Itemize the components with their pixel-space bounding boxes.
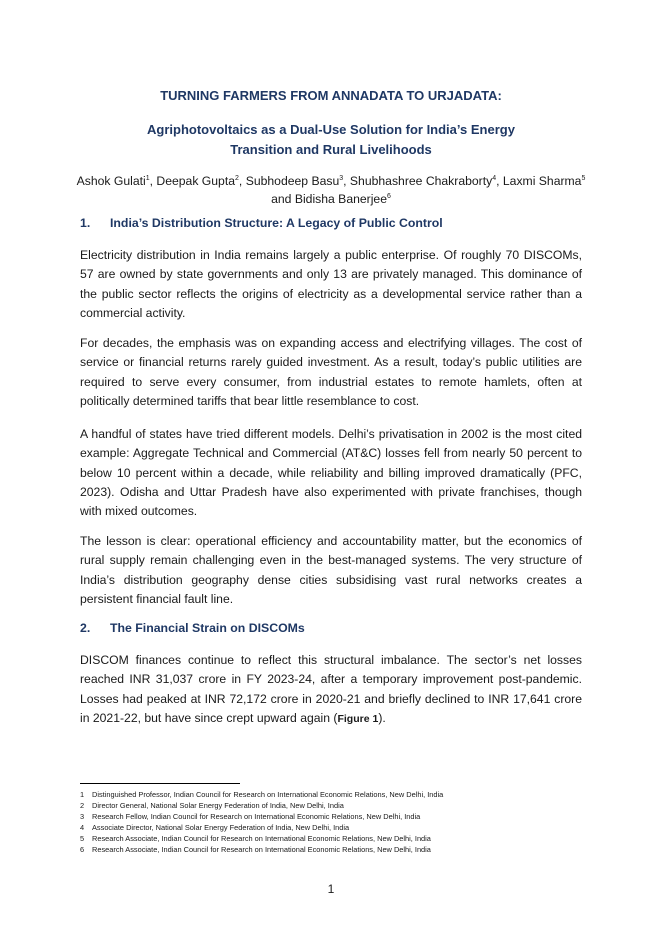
paragraph-text: DISCOM finances continue to reflect this structural imbalance. The sector’s net losses reached INR 31,037 crore in FY 2023-24, after a temporary improvement post-pandemic. Losses had peaked at INR 72,172 crore in 2020-21 and briefly declined to INR 17,641 crore in 2021-22, but have since crept upward again ( (80, 653, 582, 725)
author-name: Deepak Gupta (156, 174, 236, 188)
author-name: Laxmi Sharma (502, 174, 582, 188)
body-paragraph: The lesson is clear: operational efficiency and accountability matter, but the economics of rural supply remain challenging even in the best-managed systems. The very structure of India’s distribution geography dense cities subsidising vast rural networks creates a persistent financial fault line. (80, 534, 582, 606)
body-paragraph: For decades, the emphasis was on expanding access and electrifying villages. The cost of service or financial returns rarely guided investment. As a result, today’s public utilities are required to serve every consumer, from industrial estates to remote hamlets, often at politically determined tariffs that bear little resemblance to cost. (80, 336, 582, 408)
author-name: Ashok Gulati (76, 174, 146, 188)
footnote (80, 834, 431, 844)
section-heading (80, 621, 305, 635)
section-number: 2. (80, 621, 91, 635)
author-affiliation-mark: 5 (581, 174, 586, 182)
author-affiliation-mark: 3 (339, 174, 344, 182)
author-affiliation-mark: 1 (145, 174, 150, 182)
figure-reference-link[interactable]: Figure 1 (337, 712, 379, 725)
section-heading (80, 216, 443, 230)
section-number: 1. (80, 216, 91, 230)
body-paragraph: Electricity distribution in India remains largely a public enterprise. Of roughly 70 DISCOMs, 57 are owned by state governments and only 13 are privately managed. This dominance of the public sector reflects the origins of electricity as a developmental service rather than a commercial activity. (80, 248, 582, 320)
body-paragraph: A handful of states have tried different models. Delhi’s privatisation in 2002 is the most cited example: Aggregate Technical and Commercial (AT&C) losses fell from nearly 50 percent to below 10 percent within a decade, while reliability and billing improved dramatically (PFC, 2023). Odisha and Uttar Pradesh have also experimented with private franchises, though with mixed outcomes. (80, 427, 582, 519)
footnote (80, 823, 349, 833)
footnote-mark: 1 (80, 790, 85, 799)
author-affiliation-mark: 4 (492, 174, 497, 182)
section-title: India’s Distribution Structure: A Legacy of Public Control (110, 216, 443, 230)
page-number: 1 (327, 882, 335, 896)
footnote (80, 790, 443, 800)
author-name: Shubhashree Chakraborty (349, 174, 493, 188)
author-separator: , (343, 174, 350, 188)
footnote-text: Research Fellow, Indian Council for Research on International Economic Relations, New Delhi, India (92, 812, 421, 821)
footnote-mark: 5 (80, 834, 85, 843)
author-separator: , (149, 174, 157, 188)
footnote (80, 845, 431, 855)
author-separator: and (271, 192, 295, 206)
paragraph-text-end: ). (378, 710, 386, 725)
footnote-text: Associate Director, National Solar Energy Federation of India, New Delhi, India (92, 823, 350, 832)
footnote-text: Research Associate, Indian Council for Research on International Economic Relations, New Delhi, India (92, 834, 431, 843)
paper-subtitle (0, 120, 662, 160)
author-name: Subhodeep Basu (245, 174, 340, 188)
footnote-mark: 4 (80, 823, 85, 832)
author-name: Bidisha Banerjee (294, 192, 387, 206)
section-title: The Financial Strain on DISCOMs (110, 621, 305, 635)
paper-title: TURNING FARMERS FROM ANNADATA TO URJADATA: (160, 88, 502, 103)
author-separator: , (496, 174, 503, 188)
subtitle-line-2: Transition and Rural Livelihoods (230, 142, 432, 157)
footnote-mark: 3 (80, 812, 85, 821)
footnote-mark: 6 (80, 845, 85, 854)
body-paragraph (80, 651, 582, 729)
author-separator: , (238, 174, 246, 188)
subtitle-line-1: Agriphotovoltaics as a Dual-Use Solution for India’s Energy (147, 122, 515, 137)
footnote-text: Distinguished Professor, Indian Council for Research on International Economic Relations, New Delhi, India (92, 790, 444, 799)
footnote-text: Research Associate, Indian Council for Research on International Economic Relations, New Delhi, India (92, 845, 431, 854)
footnote-divider (80, 783, 240, 784)
author-affiliation-mark: 2 (235, 174, 239, 182)
footnote-text: Director General, National Solar Energy Federation of India, New Delhi, India (92, 801, 344, 810)
footnote-mark: 2 (80, 801, 85, 810)
footnote (80, 801, 344, 811)
footnote (80, 812, 420, 822)
author-list (60, 172, 602, 208)
author-affiliation-mark: 6 (386, 192, 391, 200)
